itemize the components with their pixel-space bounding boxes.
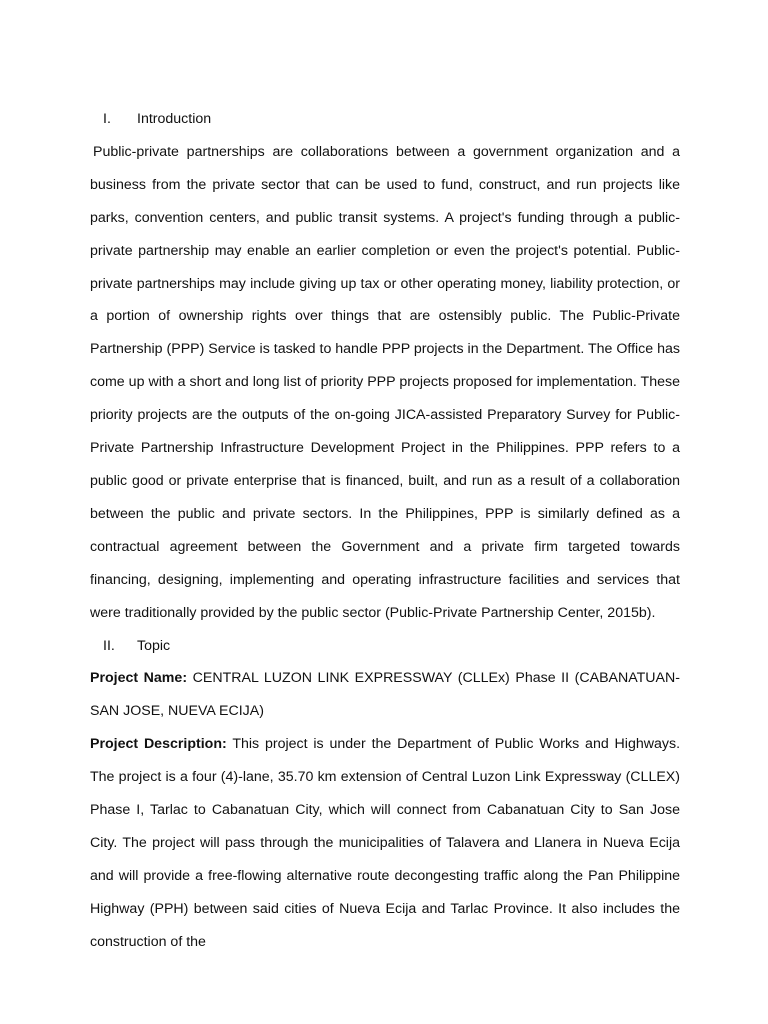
section-heading-topic — [90, 630, 680, 663]
project-description-label: Project Description: — [90, 736, 227, 753]
section-number: II. — [103, 637, 115, 654]
project-name-paragraph — [90, 662, 680, 728]
section-number: I. — [103, 111, 111, 127]
section-title: Introduction — [137, 111, 212, 127]
project-name-value: CENTRAL LUZON LINK EXPRESSWAY (CLLEx) Phase II (CABANATUAN-SAN JOSE, NUEVA ECIJA) — [90, 670, 680, 720]
document-body — [90, 103, 680, 959]
section-heading-introduction — [90, 103, 680, 136]
project-name-label: Project Name: — [90, 670, 188, 687]
project-description-value: This project is under the Department of Public Works and Highways. The project is a four (4)-lane, 35.70 km extension of Central Luzon Link Expressway (CLLEX) Phase I, Tarlac to Cabanatuan City, which will connect from Cabanatuan City to San Jose City. The project will pass through the municipalities of Talavera and Llanera in Nueva Ecija and will provide a free-flowing alternative route decongesting traffic along the Pan Philippine Highway (PPH) between said cities of Nueva Ecija and Tarlac Province. It also includes the construction of the — [90, 736, 681, 950]
section-title: Topic — [137, 637, 171, 654]
project-description-paragraph — [90, 728, 680, 958]
introduction-paragraph: Public-private partnerships are collaborations between a government organization and a business from the private sector that can be used to fund, construct, and run projects like parks, convention centers, and public transit systems. A project's funding through a public-private partnership may enable an earlier completion or even the project's potential. Public-private partnerships may include giving up tax or other operating money, liability protection, or a portion of ownership rights over things that are ostensibly public. The Public-Private Partnership (PPP) Service is tasked to handle PPP projects in the Department. The Office has come up with a short and long list of priority PPP projects proposed for implementation. These priority projects are the outputs of the on-going JICA-assisted Preparatory Survey for Public-Private Partnership Infrastructure Development Project in the Philippines. PPP refers to a public good or private enterprise that is financed, built, and run as a result of a collaboration between the public and private sectors. In the Philippines, PPP is similarly defined as a contractual agreement between the Government and a private firm targeted towards financing, designing, implementing and operating infrastructure facilities and services that were traditionally provided by the public sector (Public-Private Partnership Center, 2015b). — [90, 143, 680, 621]
